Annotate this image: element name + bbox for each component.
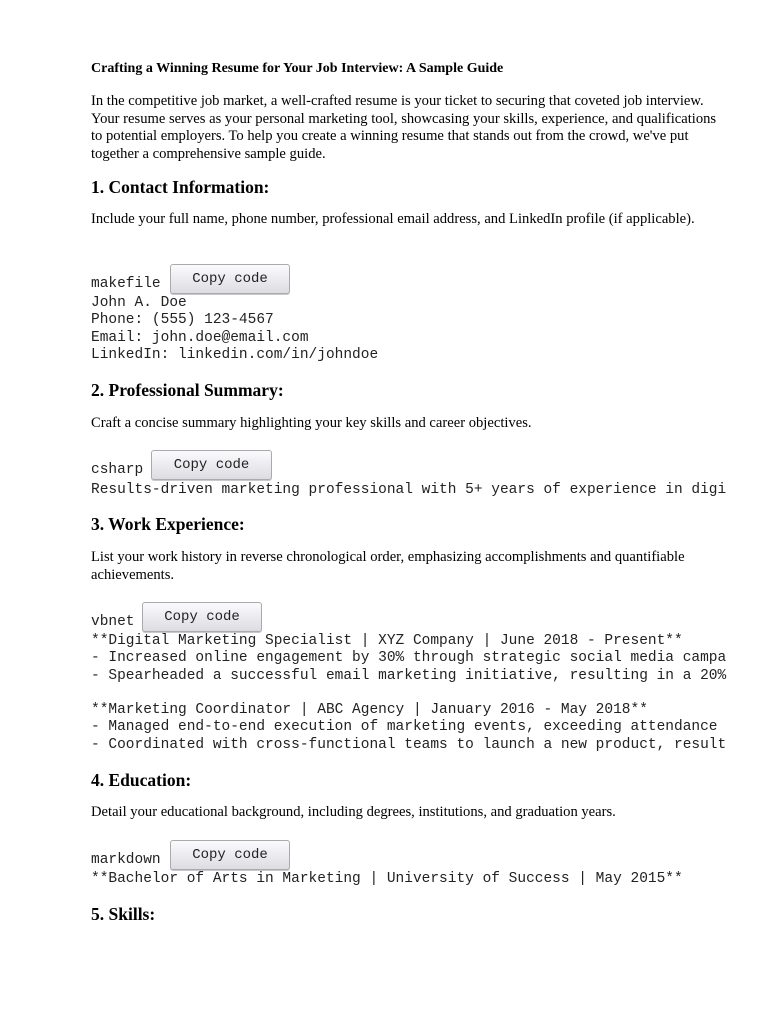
contact-information-description: Include your full name, phone number, professional email address, and LinkedIn profile (if applicable). (91, 211, 695, 227)
page-title: Crafting a Winning Resume for Your Job Interview: A Sample Guide (91, 61, 504, 76)
code-language-label: markdown (91, 852, 161, 868)
heading-work-experience: 3. Work Experience: (91, 514, 245, 534)
heading-education: 4. Education: (91, 770, 192, 790)
copy-code-button[interactable]: Copy code (151, 450, 272, 480)
work-experience-description: List your work history in reverse chronological order, emphasizing accomplishments and quantifiable achievements. (91, 549, 685, 583)
contact-code-block: John A. Doe Phone: (555) 123-4567 Email: john.doe@email.com LinkedIn: linkedin.com/in/johndoe (91, 295, 379, 363)
code-language-label: vbnet (91, 614, 135, 630)
copy-code-button[interactable]: Copy code (170, 264, 290, 294)
heading-professional-summary: 2. Professional Summary: (91, 380, 284, 400)
copy-code-button[interactable]: Copy code (142, 602, 262, 632)
heading-contact-information: 1. Contact Information: (91, 177, 270, 197)
heading-skills: 5. Skills: (91, 904, 156, 924)
professional-summary-description: Craft a concise summary highlighting your key skills and career objectives. (91, 415, 532, 431)
copy-code-button[interactable]: Copy code (170, 840, 290, 870)
code-language-label: csharp (91, 462, 144, 478)
work-experience-code-block: **Digital Marketing Specialist | XYZ Company | June 2018 - Present** - Increased online engagement by 30% through strategic social media campa - Spearheaded a successful email marketing initiative, resulting in a 20% **Marketing Coordinator | ABC Agency | January 2016 - May 2018** - Managed end-to-end execution of marketing events, exceeding attendance - Coordinated with cross-functional teams to launch a new product, result (91, 633, 727, 753)
education-description: Detail your educational background, including degrees, institutions, and graduation years. (91, 804, 616, 820)
education-code-block: **Bachelor of Arts in Marketing | University of Success | May 2015** (91, 871, 683, 887)
intro-paragraph: In the competitive job market, a well-crafted resume is your ticket to securing that coveted job interview. Your resume serves as your personal marketing tool, showcasing your skills, experience, and qualifications to potential employers. To help you create a winning resume that stands out from the crowd, we've put together a comprehensive sample guide. (91, 93, 717, 162)
summary-code-block: Results-driven marketing professional with 5+ years of experience in digi (91, 482, 727, 498)
code-language-label: makefile (91, 276, 161, 292)
